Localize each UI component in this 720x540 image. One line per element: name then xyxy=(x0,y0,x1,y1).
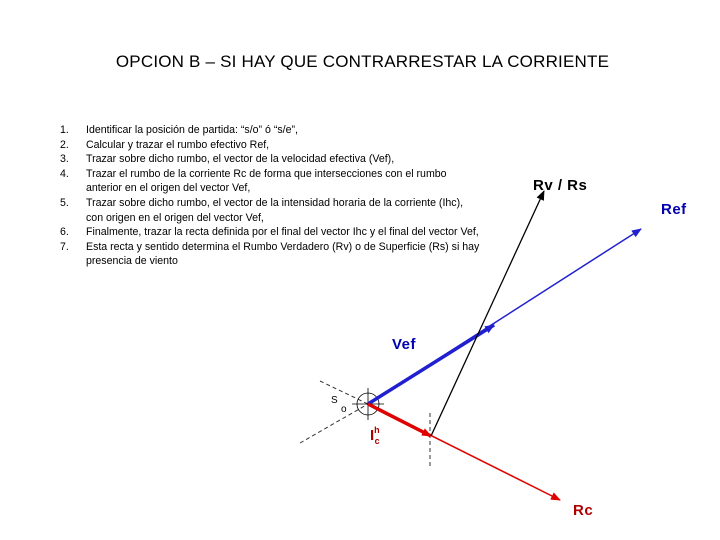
rc-label: Rc xyxy=(573,502,594,519)
ihc-label xyxy=(370,425,380,446)
slide-title: OPCION B – SI HAY QUE CONTRARRESTAR LA CORRIENTE xyxy=(115,52,610,71)
step-number: 3. xyxy=(60,153,69,166)
step-number: 5. xyxy=(60,196,69,209)
ihc-sup: h xyxy=(374,425,380,435)
step-text: Identificar la posición de partida: “s/o” ó “s/e”, xyxy=(86,124,298,136)
dashed-line-vef-extension xyxy=(320,381,368,404)
step-text: Finalmente, trazar la recta definida por el final del vector Ihc y el final del vector Vef, xyxy=(86,226,479,239)
rv-rs-label: Rv / Rs xyxy=(533,177,588,194)
rv-rs-line xyxy=(431,191,544,436)
step-number: 4. xyxy=(60,167,69,180)
dashed-line-ihc-extension xyxy=(300,404,368,443)
step-text: Trazar sobre dicho rumbo, el vector de la intensidad horaria de la corriente (Ihc), con origen en el origen del vector Vef, xyxy=(86,196,464,224)
step-number: 6. xyxy=(60,226,69,239)
step-text: Trazar sobre dicho rumbo, el vector de la velocidad efectiva (Vef), xyxy=(86,153,395,166)
vef-label: Vef xyxy=(392,336,417,353)
o-label: o xyxy=(341,404,347,415)
ref-label: Ref xyxy=(661,201,687,218)
s-label: S xyxy=(331,395,338,406)
step-number: 1. xyxy=(60,124,69,136)
ihc-sub: c xyxy=(374,436,380,446)
step-number: 2. xyxy=(60,138,69,151)
ihc-main: I xyxy=(370,427,375,444)
step-text: Trazar el rumbo de la corriente Rc de forma que intersecciones con el rumbo anterior en el origen del vector Vef, xyxy=(86,167,447,195)
step-text: Calcular y trazar el rumbo efectivo Ref, xyxy=(86,138,270,151)
step-number: 7. xyxy=(60,240,69,253)
step-text: Esta recta y sentido determina el Rumbo Verdadero (Rv) o de Superficie (Rs) si hay presencia de viento xyxy=(86,240,480,268)
vef-vector xyxy=(368,325,494,404)
